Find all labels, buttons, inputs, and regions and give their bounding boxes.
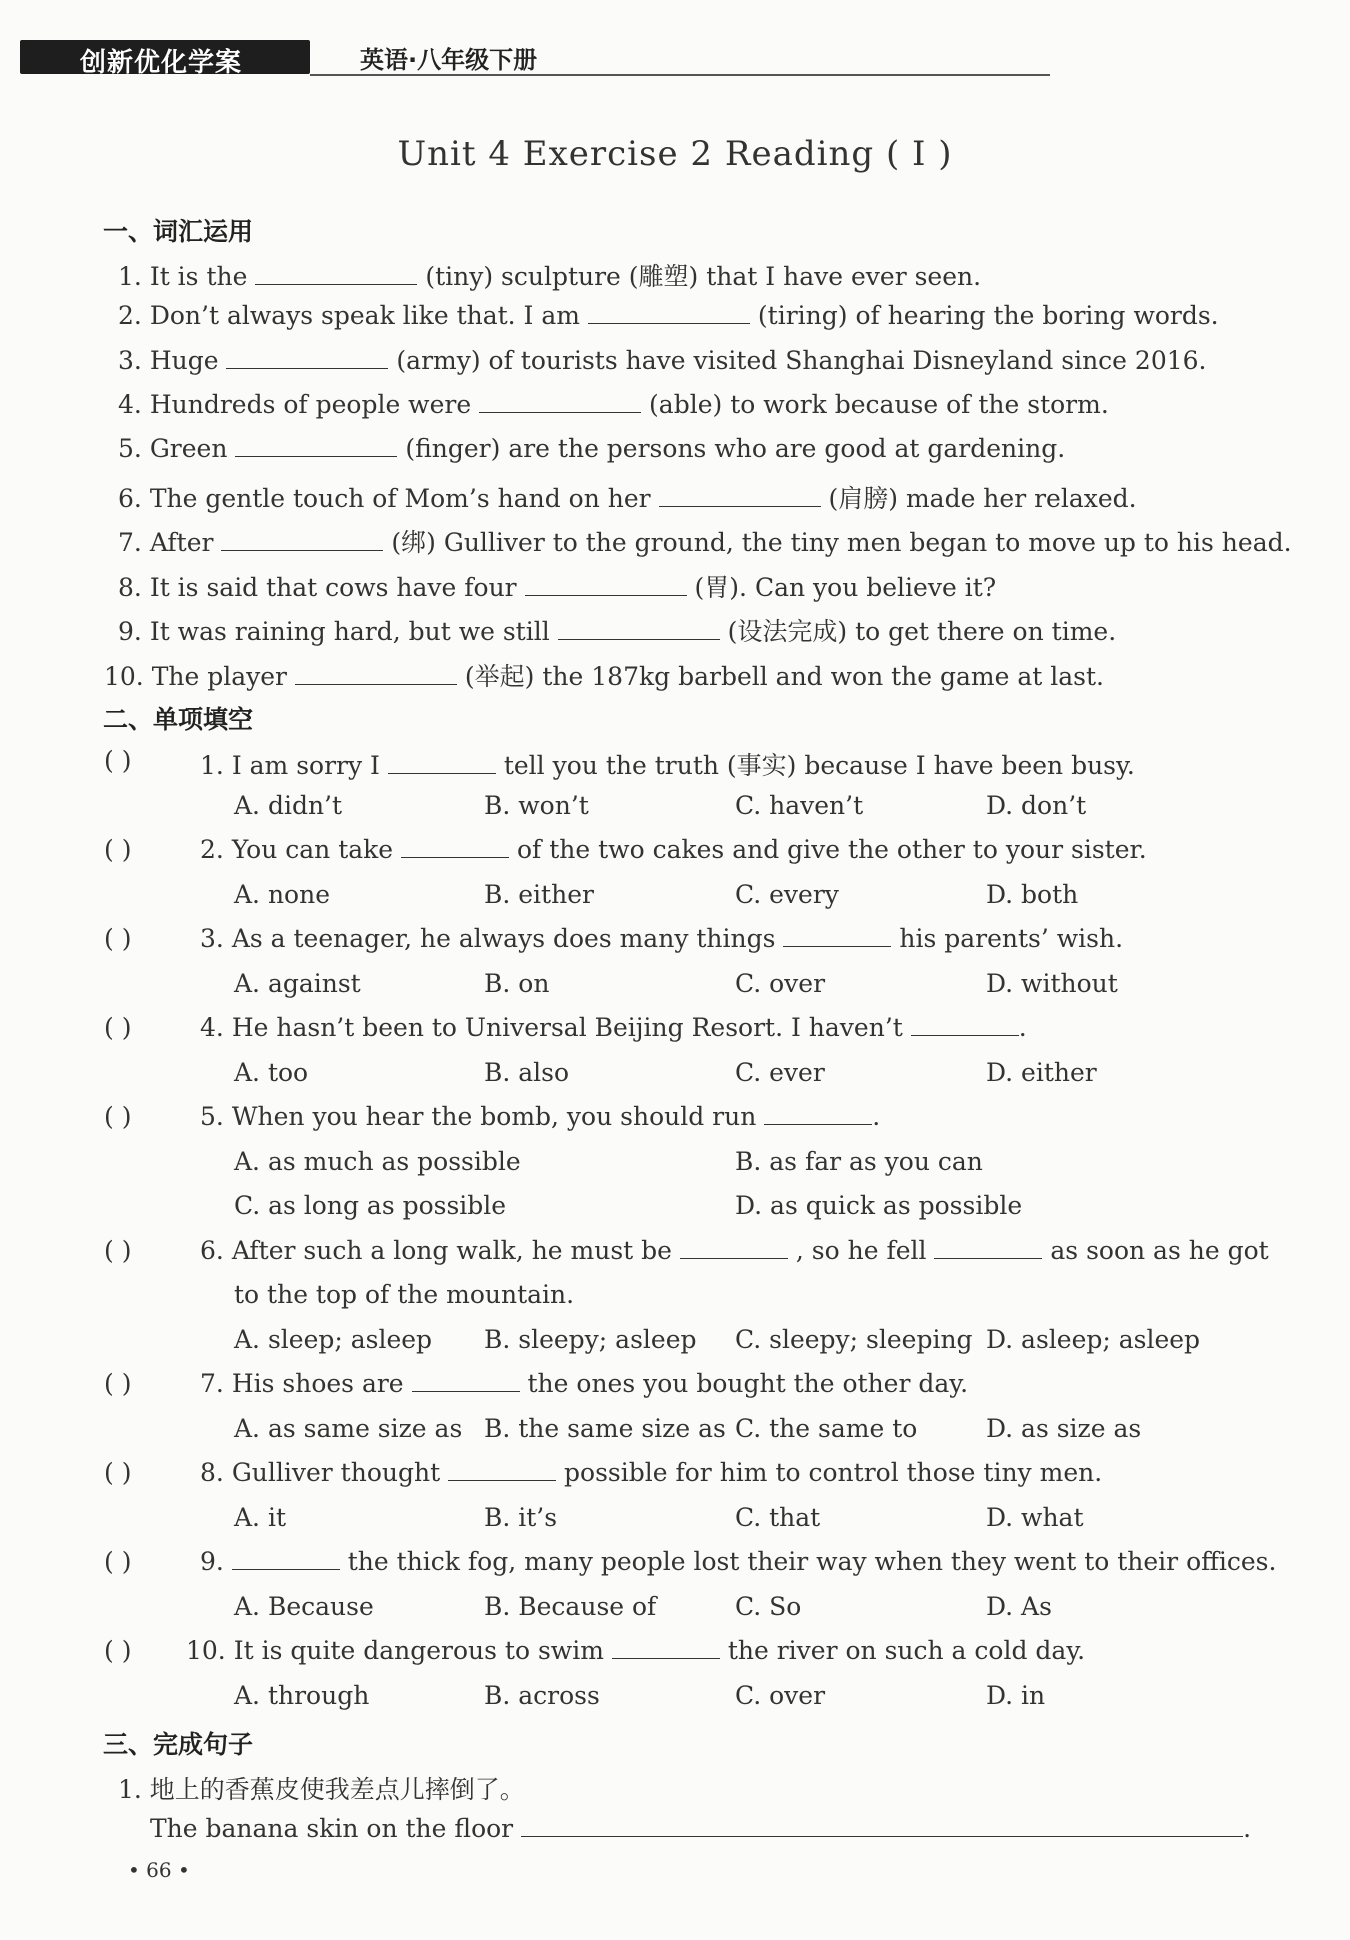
- answer-blank[interactable]: [255, 262, 417, 285]
- mc-question-10: 10. It is quite dangerous to swim the river on such a cold day.: [186, 1636, 1086, 1665]
- option-d[interactable]: D. either: [986, 1058, 1097, 1087]
- option-a[interactable]: A. Because: [234, 1592, 374, 1621]
- vocab-item-2: 2. Don’t always speak like that. I am (tiring) of hearing the boring words.: [118, 301, 1219, 330]
- brand-title: 创新优化学案: [80, 48, 243, 78]
- option-a[interactable]: A. none: [234, 880, 330, 909]
- option-b[interactable]: B. on: [484, 969, 550, 998]
- answer-paren[interactable]: ( ): [104, 924, 132, 953]
- answer-blank[interactable]: [295, 662, 457, 685]
- answer-blank: [764, 1102, 872, 1125]
- option-d[interactable]: D. don’t: [986, 791, 1087, 820]
- option-b[interactable]: B. across: [484, 1681, 600, 1710]
- answer-blank[interactable]: [659, 484, 821, 507]
- section3-heading: 三、完成句子: [103, 1730, 254, 1759]
- option-d[interactable]: D. asleep; asleep: [986, 1325, 1201, 1354]
- answer-blank: [401, 835, 509, 858]
- page-number: • 66 •: [128, 1858, 190, 1882]
- answer-blank[interactable]: [221, 528, 383, 551]
- mc-question-6-continuation: to the top of the mountain.: [234, 1280, 575, 1309]
- option-b[interactable]: B. either: [484, 880, 594, 909]
- answer-blank: [232, 1547, 340, 1570]
- option-b[interactable]: B. as far as you can: [735, 1147, 983, 1176]
- option-c[interactable]: C. the same to: [735, 1414, 918, 1443]
- answer-paren[interactable]: ( ): [104, 1458, 132, 1487]
- answer-paren[interactable]: ( ): [104, 835, 132, 864]
- answer-blank[interactable]: [479, 390, 641, 413]
- option-a[interactable]: A. against: [234, 969, 361, 998]
- option-a[interactable]: A. it: [234, 1503, 286, 1532]
- page-title: Unit 4 Exercise 2 Reading ( Ⅰ ): [397, 134, 953, 174]
- answer-blank[interactable]: [235, 434, 397, 457]
- answer-blank: [934, 1236, 1042, 1259]
- option-b[interactable]: B. Because of: [484, 1592, 657, 1621]
- mc-question-3: 3. As a teenager, he always does many things his parents’ wish.: [200, 924, 1124, 953]
- option-a[interactable]: A. as much as possible: [234, 1147, 521, 1176]
- option-a[interactable]: A. through: [234, 1681, 370, 1710]
- vocab-item-8: 8. It is said that cows have four (胃). Can you believe it?: [118, 573, 997, 602]
- brand-banner: [20, 40, 310, 78]
- answer-blank: [448, 1458, 556, 1481]
- sentence-completion-1: The banana skin on the floor .: [150, 1814, 1252, 1843]
- vocab-item-6: 6. The gentle touch of Mom’s hand on her (肩膀) made her relaxed.: [118, 484, 1137, 513]
- option-b[interactable]: B. also: [484, 1058, 570, 1087]
- option-d[interactable]: D. what: [986, 1503, 1084, 1532]
- option-c[interactable]: C. over: [735, 969, 826, 998]
- mc-question-9: 9. the thick fog, many people lost their way when they went to their offices.: [200, 1547, 1277, 1576]
- answer-blank[interactable]: [558, 617, 720, 640]
- option-d[interactable]: D. As: [986, 1592, 1052, 1621]
- answer-blank: [412, 1369, 520, 1392]
- option-c[interactable]: C. as long as possible: [234, 1191, 507, 1220]
- answer-blank: [680, 1236, 788, 1259]
- vocab-item-5: 5. Green (finger) are the persons who are good at gardening.: [118, 434, 1066, 463]
- answer-paren[interactable]: ( ): [104, 1236, 132, 1265]
- option-a[interactable]: A. didn’t: [234, 791, 343, 820]
- option-c[interactable]: C. sleepy; sleeping: [735, 1325, 973, 1354]
- option-d[interactable]: D. without: [986, 969, 1118, 998]
- vocab-item-7: 7. After (绑) Gulliver to the ground, the tiny men began to move up to his head.: [118, 528, 1292, 557]
- mc-question-2: 2. You can take of the two cakes and give the other to your sister.: [200, 835, 1147, 864]
- answer-blank: [388, 751, 496, 774]
- answer-blank: [783, 924, 891, 947]
- mc-question-5: 5. When you hear the bomb, you should run .: [200, 1102, 881, 1131]
- vocab-item-10: 10. The player (举起) the 187kg barbell and won the game at last.: [104, 662, 1104, 691]
- option-c[interactable]: C. over: [735, 1681, 826, 1710]
- sentence-chinese-1: 1. 地上的香蕉皮使我差点儿摔倒了。: [118, 1775, 525, 1804]
- answer-blank[interactable]: [521, 1814, 1243, 1837]
- answer-paren[interactable]: ( ): [104, 1547, 132, 1576]
- answer-blank[interactable]: [588, 301, 750, 324]
- option-b[interactable]: B. won’t: [484, 791, 589, 820]
- mc-question-6: 6. After such a long walk, he must be , so he fell as soon as he got: [200, 1236, 1269, 1265]
- mc-question-8: 8. Gulliver thought possible for him to control those tiny men.: [200, 1458, 1103, 1487]
- answer-blank: [612, 1636, 720, 1659]
- option-d[interactable]: D. both: [986, 880, 1079, 909]
- option-c[interactable]: C. that: [735, 1503, 821, 1532]
- answer-paren[interactable]: ( ): [104, 1102, 132, 1131]
- option-a[interactable]: A. as same size as: [234, 1414, 463, 1443]
- option-a[interactable]: A. too: [234, 1058, 309, 1087]
- vocab-item-3: 3. Huge (army) of tourists have visited Shanghai Disneyland since 2016.: [118, 346, 1207, 375]
- vocab-item-4: 4. Hundreds of people were (able) to work because of the storm.: [118, 390, 1109, 419]
- option-d[interactable]: D. as size as: [986, 1414, 1142, 1443]
- mc-question-7: 7. His shoes are the ones you bought the other day.: [200, 1369, 969, 1398]
- option-b[interactable]: B. sleepy; asleep: [484, 1325, 697, 1354]
- header-divider: [310, 74, 1050, 76]
- answer-blank[interactable]: [525, 573, 687, 596]
- option-a[interactable]: A. sleep; asleep: [234, 1325, 433, 1354]
- option-c[interactable]: C. ever: [735, 1058, 825, 1087]
- vocab-item-9: 9. It was raining hard, but we still (设法完成) to get there on time.: [118, 617, 1117, 646]
- option-b[interactable]: B. it’s: [484, 1503, 558, 1532]
- option-c[interactable]: C. every: [735, 880, 839, 909]
- section1-heading: 一、词汇运用: [103, 217, 254, 246]
- answer-blank[interactable]: [226, 346, 388, 369]
- vocab-item-1: 1. It is the (tiny) sculpture (雕塑) that I have ever seen.: [118, 262, 982, 291]
- option-c[interactable]: C. haven’t: [735, 791, 864, 820]
- answer-paren[interactable]: ( ): [104, 1636, 132, 1665]
- option-d[interactable]: D. as quick as possible: [735, 1191, 1023, 1220]
- answer-paren[interactable]: ( ): [104, 1013, 132, 1042]
- option-c[interactable]: C. So: [735, 1592, 802, 1621]
- section2-heading: 二、单项填空: [103, 705, 254, 734]
- answer-blank: [911, 1013, 1019, 1036]
- page-header: [20, 36, 1050, 78]
- option-b[interactable]: B. the same size as: [484, 1414, 726, 1443]
- answer-paren[interactable]: ( ): [104, 1369, 132, 1398]
- option-d[interactable]: D. in: [986, 1681, 1046, 1710]
- mc-question-4: 4. He hasn’t been to Universal Beijing Resort. I haven’t .: [200, 1013, 1027, 1042]
- answer-paren[interactable]: ( ): [104, 746, 132, 775]
- mc-question-1: 1. I am sorry I tell you the truth (事实) because I have been busy.: [200, 751, 1135, 780]
- subject-label: 英语·八年级下册: [360, 46, 538, 74]
